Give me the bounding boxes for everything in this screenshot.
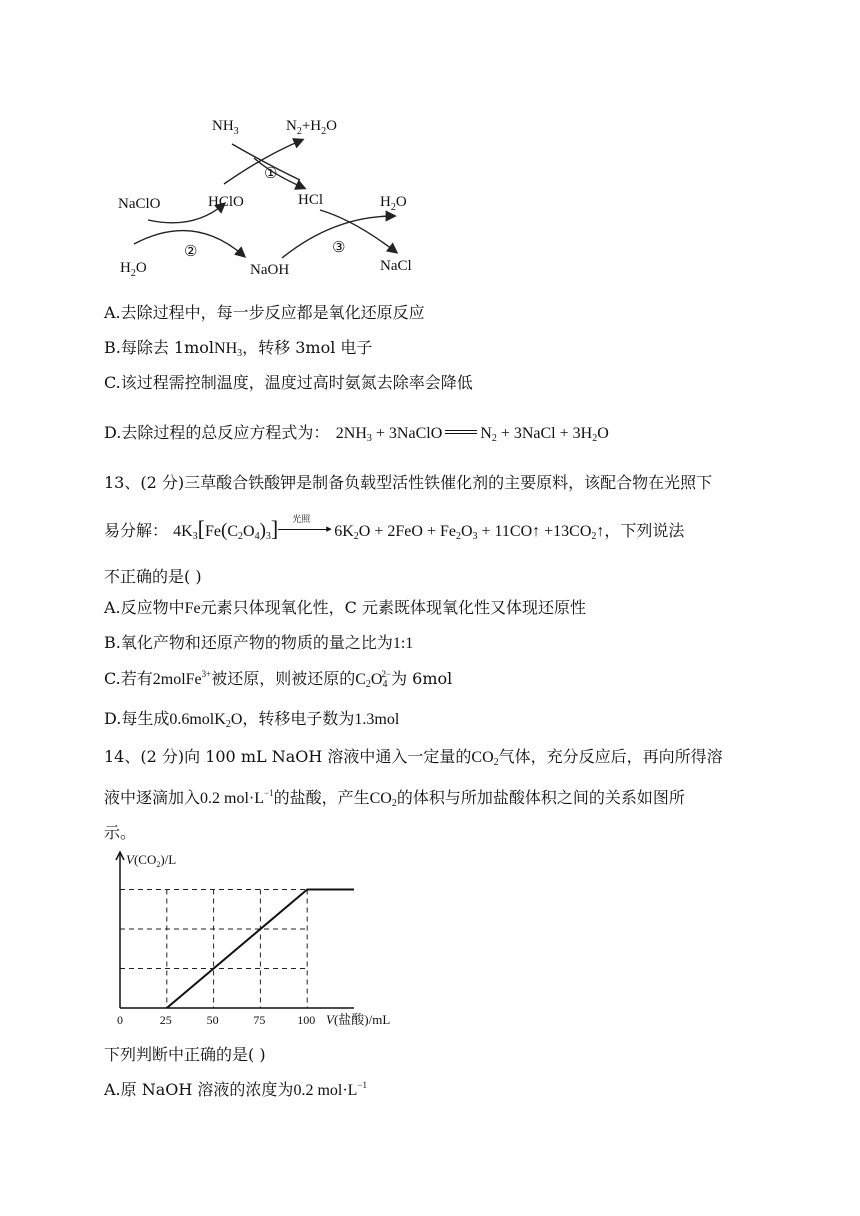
q12-option-a: A.去除过程中，每一步反应都是氧化还原反应 bbox=[104, 303, 425, 322]
decomposition-equation: $4K_3[Fe(C_2O_4)_3]$ 光照 ▸ $6K_2O + 2FeO + Fe_2O_3$ + 11CO↑ $+13CO_2↑$ bbox=[173, 514, 605, 542]
step-label-1: ① bbox=[264, 166, 278, 182]
q13-stem-line3: 不正确的是( ) bbox=[104, 567, 202, 586]
chart-grid bbox=[120, 890, 307, 1009]
q12-option-d: D.去除过程的总反应方程式为： $2NH_3$ + 3NaClO $N_2$ + 3NaCl + $3H_2O$ bbox=[104, 423, 609, 444]
x-axis-label: V(盐酸)/mL bbox=[326, 1012, 391, 1027]
x-tick-label: 100 bbox=[297, 1013, 316, 1027]
x-tick-label: 0 bbox=[117, 1013, 123, 1027]
q14-option-a: A.原 NaOH 溶液的浓度为0.2 $mol\cdot L^{-1}$ bbox=[104, 1080, 368, 1099]
co2-volume-chart bbox=[104, 848, 414, 1032]
node-nh3: $NH_3$ bbox=[212, 118, 239, 137]
node-h2o-left: $H_2O$ bbox=[120, 260, 147, 279]
step-label-3: ③ bbox=[332, 240, 346, 256]
x-ticks bbox=[117, 1013, 315, 1027]
q14-stem-line2: 液中逐滴加入0.2 $mol\cdot L^{-1}$的盐酸，产生$CO_2$的体积与所加盐酸体积之间的关系如图所 bbox=[104, 788, 685, 809]
q13-stem-line1: 13、(2 分)三草酸合铁酸钾是制备负载型活性铁催化剂的主要原料，该配合物在光照下 bbox=[104, 473, 713, 492]
q14-stem-line3: 示。 bbox=[104, 823, 137, 842]
q13-option-a: A.反应物中Fe元素只体现氧化性，C 元素既体现氧化性又体现还原性 bbox=[104, 598, 586, 617]
overall-equation: $2NH_3$ + 3NaClO $N_2$ + 3NaCl + $3H_2O$ bbox=[334, 425, 609, 444]
node-naclo: NaClO bbox=[118, 196, 161, 212]
x-tick-label: 25 bbox=[159, 1013, 172, 1027]
q13-option-c: C.若有2molFe$^{3+}$被还原，则被还原的$C_2O_4^{2-}$为 6mol bbox=[104, 669, 453, 690]
node-naoh: NaOH bbox=[250, 262, 290, 278]
step-label-2: ② bbox=[184, 244, 198, 260]
q14-after-chart: 下列判断中正确的是( ) bbox=[104, 1045, 266, 1064]
q13-option-b: B.氧化产物和还原产物的物质的量之比为1:1 bbox=[104, 633, 414, 652]
q14-stem-line1: 14、(2 分)向 100 mL NaOH 溶液中通入一定量的$CO_2$气体，充分反应后，再向所得溶 bbox=[104, 747, 723, 768]
y-axis-label: $V(CO_2)/L$ bbox=[126, 852, 177, 869]
q12-option-b: B.每除去 1molNH$_3$，转移 3mol 电子 bbox=[104, 338, 373, 359]
node-h2o-top-right: $H_2O$ bbox=[380, 194, 407, 213]
q13-stem-line2: 易分解： $4K_3[Fe(C_2O_4)_3]$ 光照 ▸ $6K_2O + 2FeO + Fe_2O_3$ + 11CO↑ $+13CO_2↑$，下列说法 bbox=[104, 514, 685, 542]
node-n2-h2o: $N_2+H_2O$ bbox=[286, 118, 337, 137]
q12-option-c: C.该过程需控制温度，温度过高时氨氮去除率会降低 bbox=[104, 373, 473, 392]
x-tick-label: 50 bbox=[206, 1013, 219, 1027]
reaction-scheme-diagram bbox=[104, 108, 444, 288]
arrow-step1-main bbox=[254, 158, 304, 188]
node-nacl: NaCl bbox=[380, 258, 412, 274]
q13-option-d: D.每生成0.6molK$_2$O，转移电子数为1.3mol bbox=[104, 709, 400, 730]
node-hcl: HCl bbox=[298, 192, 324, 208]
node-hclo: HClO bbox=[208, 194, 244, 210]
x-tick-label: 75 bbox=[253, 1013, 266, 1027]
